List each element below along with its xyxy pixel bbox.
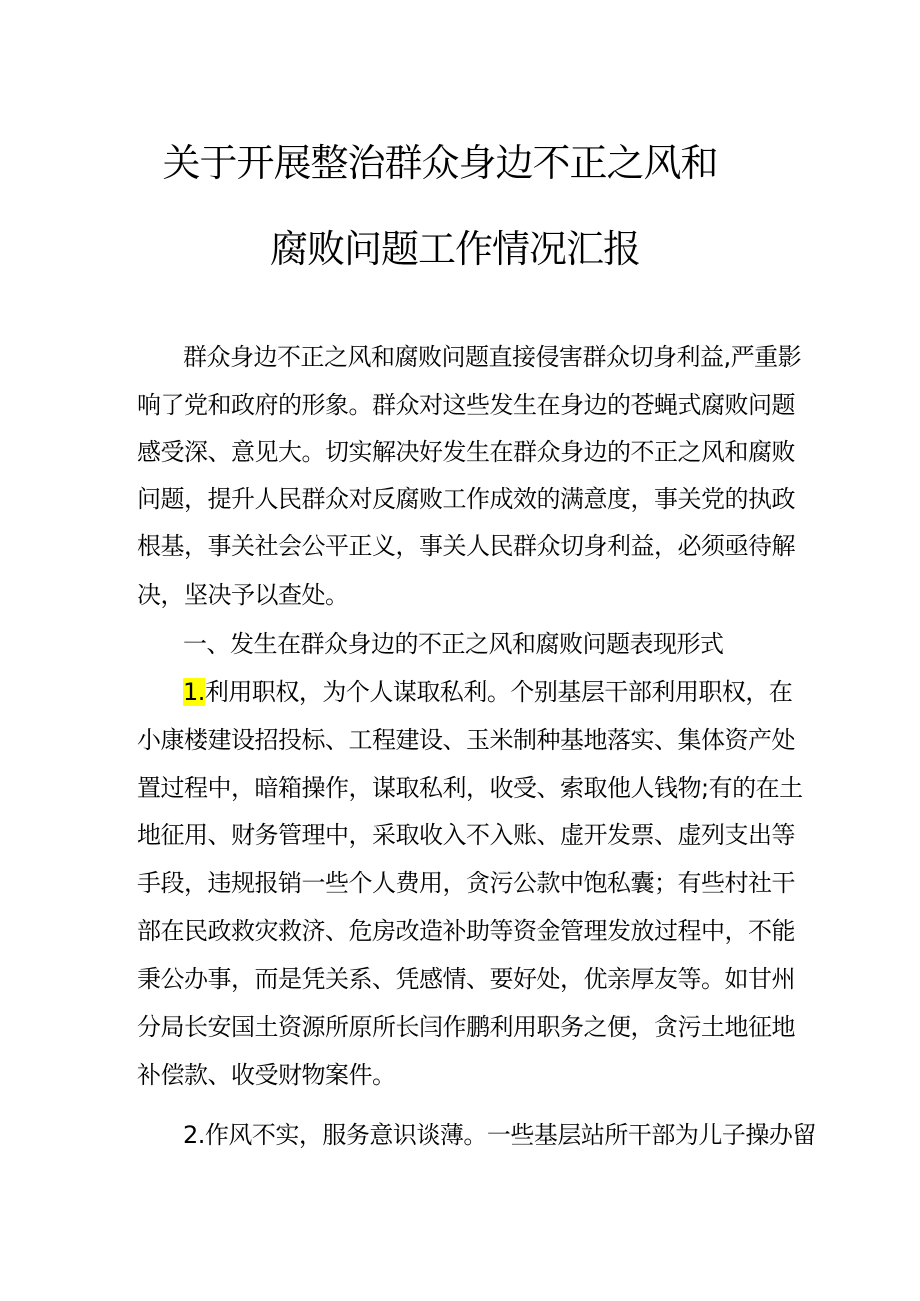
section-heading: 一、发生在群众身边的不正之风和腐败问题表现形式 xyxy=(183,630,724,658)
item-1-line: 秉公办事，而是凭关系、凭感情、要好处，优亲厚友等。如甘州 xyxy=(137,965,795,993)
item-1-line: 手段，违规报销一些个人费用，贪污公款中饱私囊；有些村社干 xyxy=(137,869,795,897)
intro-paragraph-line: 问题，提升人民群众对反腐败工作成效的满意度，事关党的执政 xyxy=(137,485,795,513)
document-title-line-2: 腐败问题工作情况汇报 xyxy=(269,227,640,271)
intro-paragraph-line: 根基，事关社会公平正义，事关人民群众切身利益，必须亟待解 xyxy=(137,532,795,560)
intro-paragraph-line: 感受深、意见大。切实解决好发生在群众身边的不正之风和腐败 xyxy=(137,438,795,466)
highlighted-item-number: 1. xyxy=(183,678,205,706)
intro-paragraph-line: 决，坚决予以查处。 xyxy=(137,581,349,609)
item-1-line: 置过程中，暗箱操作，谋取私利，收受、索取他人钱物;有的在土 xyxy=(137,774,803,802)
document-title-line-1: 关于开展整治群众身边不正之风和 xyxy=(162,141,718,185)
item-1-line: 分局长安国土资源所原所长闫作鹏利用职务之便，贪污土地征地 xyxy=(137,1013,795,1041)
item-1-line: 小康楼建设招投标、工程建设、玉米制种基地落实、集体资产处 xyxy=(137,726,795,754)
intro-paragraph-line: 响了党和政府的形象。群众对这些发生在身边的苍蝇式腐败问题 xyxy=(137,391,795,419)
intro-paragraph-line: 群众身边不正之风和腐败问题直接侵害群众切身利益,严重影 xyxy=(183,343,802,371)
item-1-line: 补偿款、收受财物案件。 xyxy=(137,1061,396,1089)
item-1-line: 地征用、财务管理中，采取收入不入账、虚开发票、虚列支出等 xyxy=(137,821,795,849)
item-1-first-line xyxy=(183,675,792,709)
item-2-first-line: 2.作风不实，服务意识谈薄。一些基层站所干部为儿子操办留 xyxy=(183,1121,816,1149)
item-1-line: 部在民政救灾救济、危房改造补助等资金管理发放过程中，不能 xyxy=(137,917,795,945)
item-1-text: 利用职权，为个人谋取私利。个别基层干部利用职权，在 xyxy=(204,678,793,706)
